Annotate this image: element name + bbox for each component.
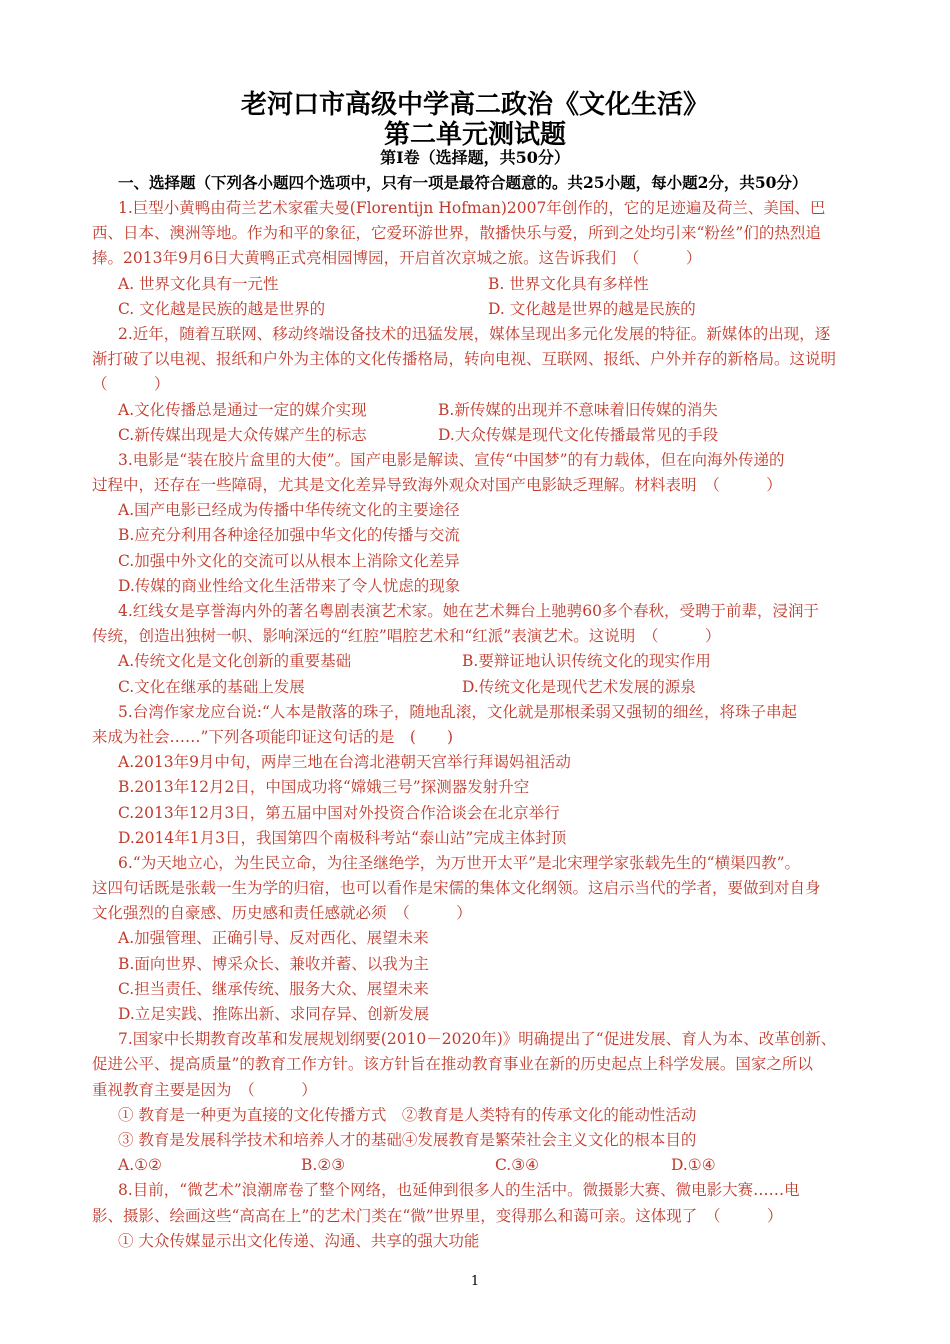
question-4-text: 4.红线女是享誉海内外的著名粤剧表演艺术家。她在艺术舞台上驰骋60多个春秋，受聘于前辈，浸润于	[118, 602, 820, 620]
question-8-statement: ① 大众传媒显示出文化传递、沟通、共享的强大功能	[118, 1231, 480, 1250]
question-3-option-a: A.国产电影已经成为传播中华传统文化的主要途径	[118, 501, 460, 520]
page-number: 1	[470, 1274, 480, 1289]
part-heading: 第Ⅰ卷（选择题，共50分）	[380, 148, 570, 167]
question-4-option-b: B.要辩证地认识传统文化的现实作用	[462, 652, 711, 671]
question-6-option-b: B.面向世界、博采众长、兼收并蓄、以我为主	[118, 954, 429, 973]
question-1-text: 捧。2013年9月6日大黄鸭正式亮相园博园，开启首次京城之旅。这告诉我们 （ ）	[92, 249, 702, 268]
question-3-option-d: D.传媒的商业性给文化生活带来了令人忧虑的现象	[118, 576, 461, 595]
question-1-options-row	[92, 272, 872, 297]
question-7-option-c: C.③④	[495, 1156, 540, 1175]
question-5-option-a: A.2013年9月中旬，两岸三地在台湾北港朝天宫举行拜谒妈祖活动	[118, 753, 571, 772]
question-2-option-d: D.大众传媒是现代文化传播最常见的手段	[438, 425, 719, 444]
question-6-option-c: C.担当责任、继承传统、服务大众、展望未来	[118, 979, 429, 998]
questions	[92, 196, 872, 1254]
question-7-options-row	[92, 1153, 872, 1178]
question-3-text: 3.电影是“装在胶片盒里的大使”。国产电影是解读、宣传“中国梦”的有力载体，但在向海外传递的	[118, 450, 785, 469]
question-2-option-b: B.新传媒的出现并不意味着旧传媒的消失	[438, 400, 718, 419]
question-1-options-row	[92, 297, 872, 322]
question-5-option-d: D.2014年1月3日，我国第四个南极科考站“泰山站”完成主体封顶	[118, 828, 567, 847]
question-5-option-b: B.2013年12月2日，中国成功将“嫦娥三号”探测器发射升空	[118, 778, 530, 797]
question-1-option-b: B. 世界文化具有多样性	[488, 274, 649, 293]
question-3-text: 过程中，还存在一些障碍，尤其是文化差异导致海外观众对国产电影缺乏理解。材料表明 （ ）	[92, 476, 782, 495]
question-2-text: 渐打破了以电视、报纸和户外为主体的文化传播格局，转向电视、互联网、报纸、户外并存的新格局。这说明	[92, 350, 837, 369]
question-4-options-row	[92, 649, 872, 674]
question-2-option-a: A.文化传播总是通过一定的媒介实现	[118, 400, 367, 419]
question-7-option-b: B.②③	[301, 1156, 346, 1175]
question-1-option-d: D. 文化越是世界的越是民族的	[488, 299, 696, 318]
question-5-text: 5.台湾作家龙应台说:“人本是散落的珠子，随地乱滚，文化就是那根柔弱又强韧的细丝，将珠子串起	[118, 702, 797, 721]
question-6-option-d: D.立足实践、推陈出新、求同存异、创新发展	[118, 1005, 430, 1023]
question-7-option-d: D.①④	[671, 1156, 716, 1175]
question-7-text: 重视教育主要是因为 （ ）	[92, 1080, 317, 1099]
question-7-option-a: A.①②	[118, 1156, 162, 1175]
section-heading: 一、选择题（下列各小题四个选项中，只有一项是最符合题意的。共25小题，每小题2分，共50分）	[118, 173, 808, 192]
question-7-text: 7.国家中长期教育改革和发展规划纲要(2010－2020年)》明确提出了“促进发展、育人为本、改革创新、	[118, 1030, 837, 1049]
question-1-text: 西、日本、澳洲等地。作为和平的象征，它爱环游世界，散播快乐与爱，所到之处均引来“粉丝”们的热烈追	[92, 224, 821, 243]
question-5-text: 来成为社会……”下列各项能印证这句话的是 ( )	[92, 727, 454, 746]
question-8-text: 8.目前，“微艺术”浪潮席卷了整个网络，也延伸到很多人的生活中。微摄影大赛、微电影大赛……电	[118, 1181, 800, 1200]
question-4-option-d: D.传统文化是现代艺术发展的源泉	[462, 677, 696, 696]
question-4-options-row	[92, 675, 872, 700]
question-8-text: 影、摄影、绘画这些“高高在上”的艺术门类在“微”世界里，变得那么和蔼可亲。这体现了 （ ）	[92, 1206, 783, 1225]
question-2-options-row	[92, 423, 872, 448]
question-3-option-c: C.加强中外文化的交流可以从根本上消除文化差异	[118, 551, 460, 570]
question-1-option-c: C. 文化越是民族的越是世界的	[118, 299, 326, 318]
question-7-statement: ③ 教育是发展科学技术和培养人才的基础④发展教育是繁荣社会主义文化的根本目的	[118, 1130, 697, 1149]
question-1-option-a: A. 世界文化具有一元性	[118, 274, 279, 293]
question-1-text: 1.巨型小黄鸭由荷兰艺术家霍夫曼(Florentijn Hofman)2007年创作的，它的足迹遍及荷兰、美国、巴	[118, 199, 826, 217]
question-2-option-c: C.新传媒出现是大众传媒产生的标志	[118, 425, 367, 444]
question-6-option-a: A.加强管理、正确引导、反对西化、展望未来	[118, 929, 429, 948]
question-6-text: 这四句话既是张载一生为学的归宿，也可以看作是宋儒的集体文化纲领。这启示当代的学者，要做到对自身	[92, 879, 821, 898]
question-6-text: 6.“为天地立心，为生民立命，为往圣继绝学，为万世开太平”是北宋理学家张载先生的“横渠四教”。	[118, 853, 800, 872]
question-4-option-c: C.文化在继承的基础上发展	[118, 677, 305, 696]
question-3-option-b: B.应充分利用各种途径加强中华文化的传播与交流	[118, 526, 460, 545]
question-7-statement: ① 教育是一种更为直接的文化传播方式 ②教育是人类特有的传承文化的能动性活动	[118, 1105, 697, 1124]
question-2-text: 2.近年，随着互联网、移动终端设备技术的迅猛发展，媒体呈现出多元化发展的特征。新媒体的出现，逐	[118, 324, 831, 343]
question-2-options-row	[92, 398, 872, 423]
question-5-option-c: C.2013年12月3日，第五届中国对外投资合作洽谈会在北京举行	[118, 803, 560, 822]
exam-subtitle: 第二单元测试题	[383, 120, 566, 150]
exam-title: 老河口市高级中学高二政治《文化生活》	[240, 90, 709, 120]
question-2-text: （ ）	[92, 375, 170, 394]
question-7-text: 促进公平、提高质量”的教育工作方针。该方针旨在推动教育事业在新的历史起点上科学发展。国家之所以	[92, 1055, 813, 1074]
question-6-text: 文化强烈的自豪感、历史感和责任感就必须 （ ）	[92, 904, 472, 923]
question-4-option-a: A.传统文化是文化创新的重要基础	[118, 652, 352, 671]
question-4-text: 传统，创造出独树一帜、影响深远的“红腔”唱腔艺术和“红派”表演艺术。这说明 （ ）	[92, 627, 721, 646]
